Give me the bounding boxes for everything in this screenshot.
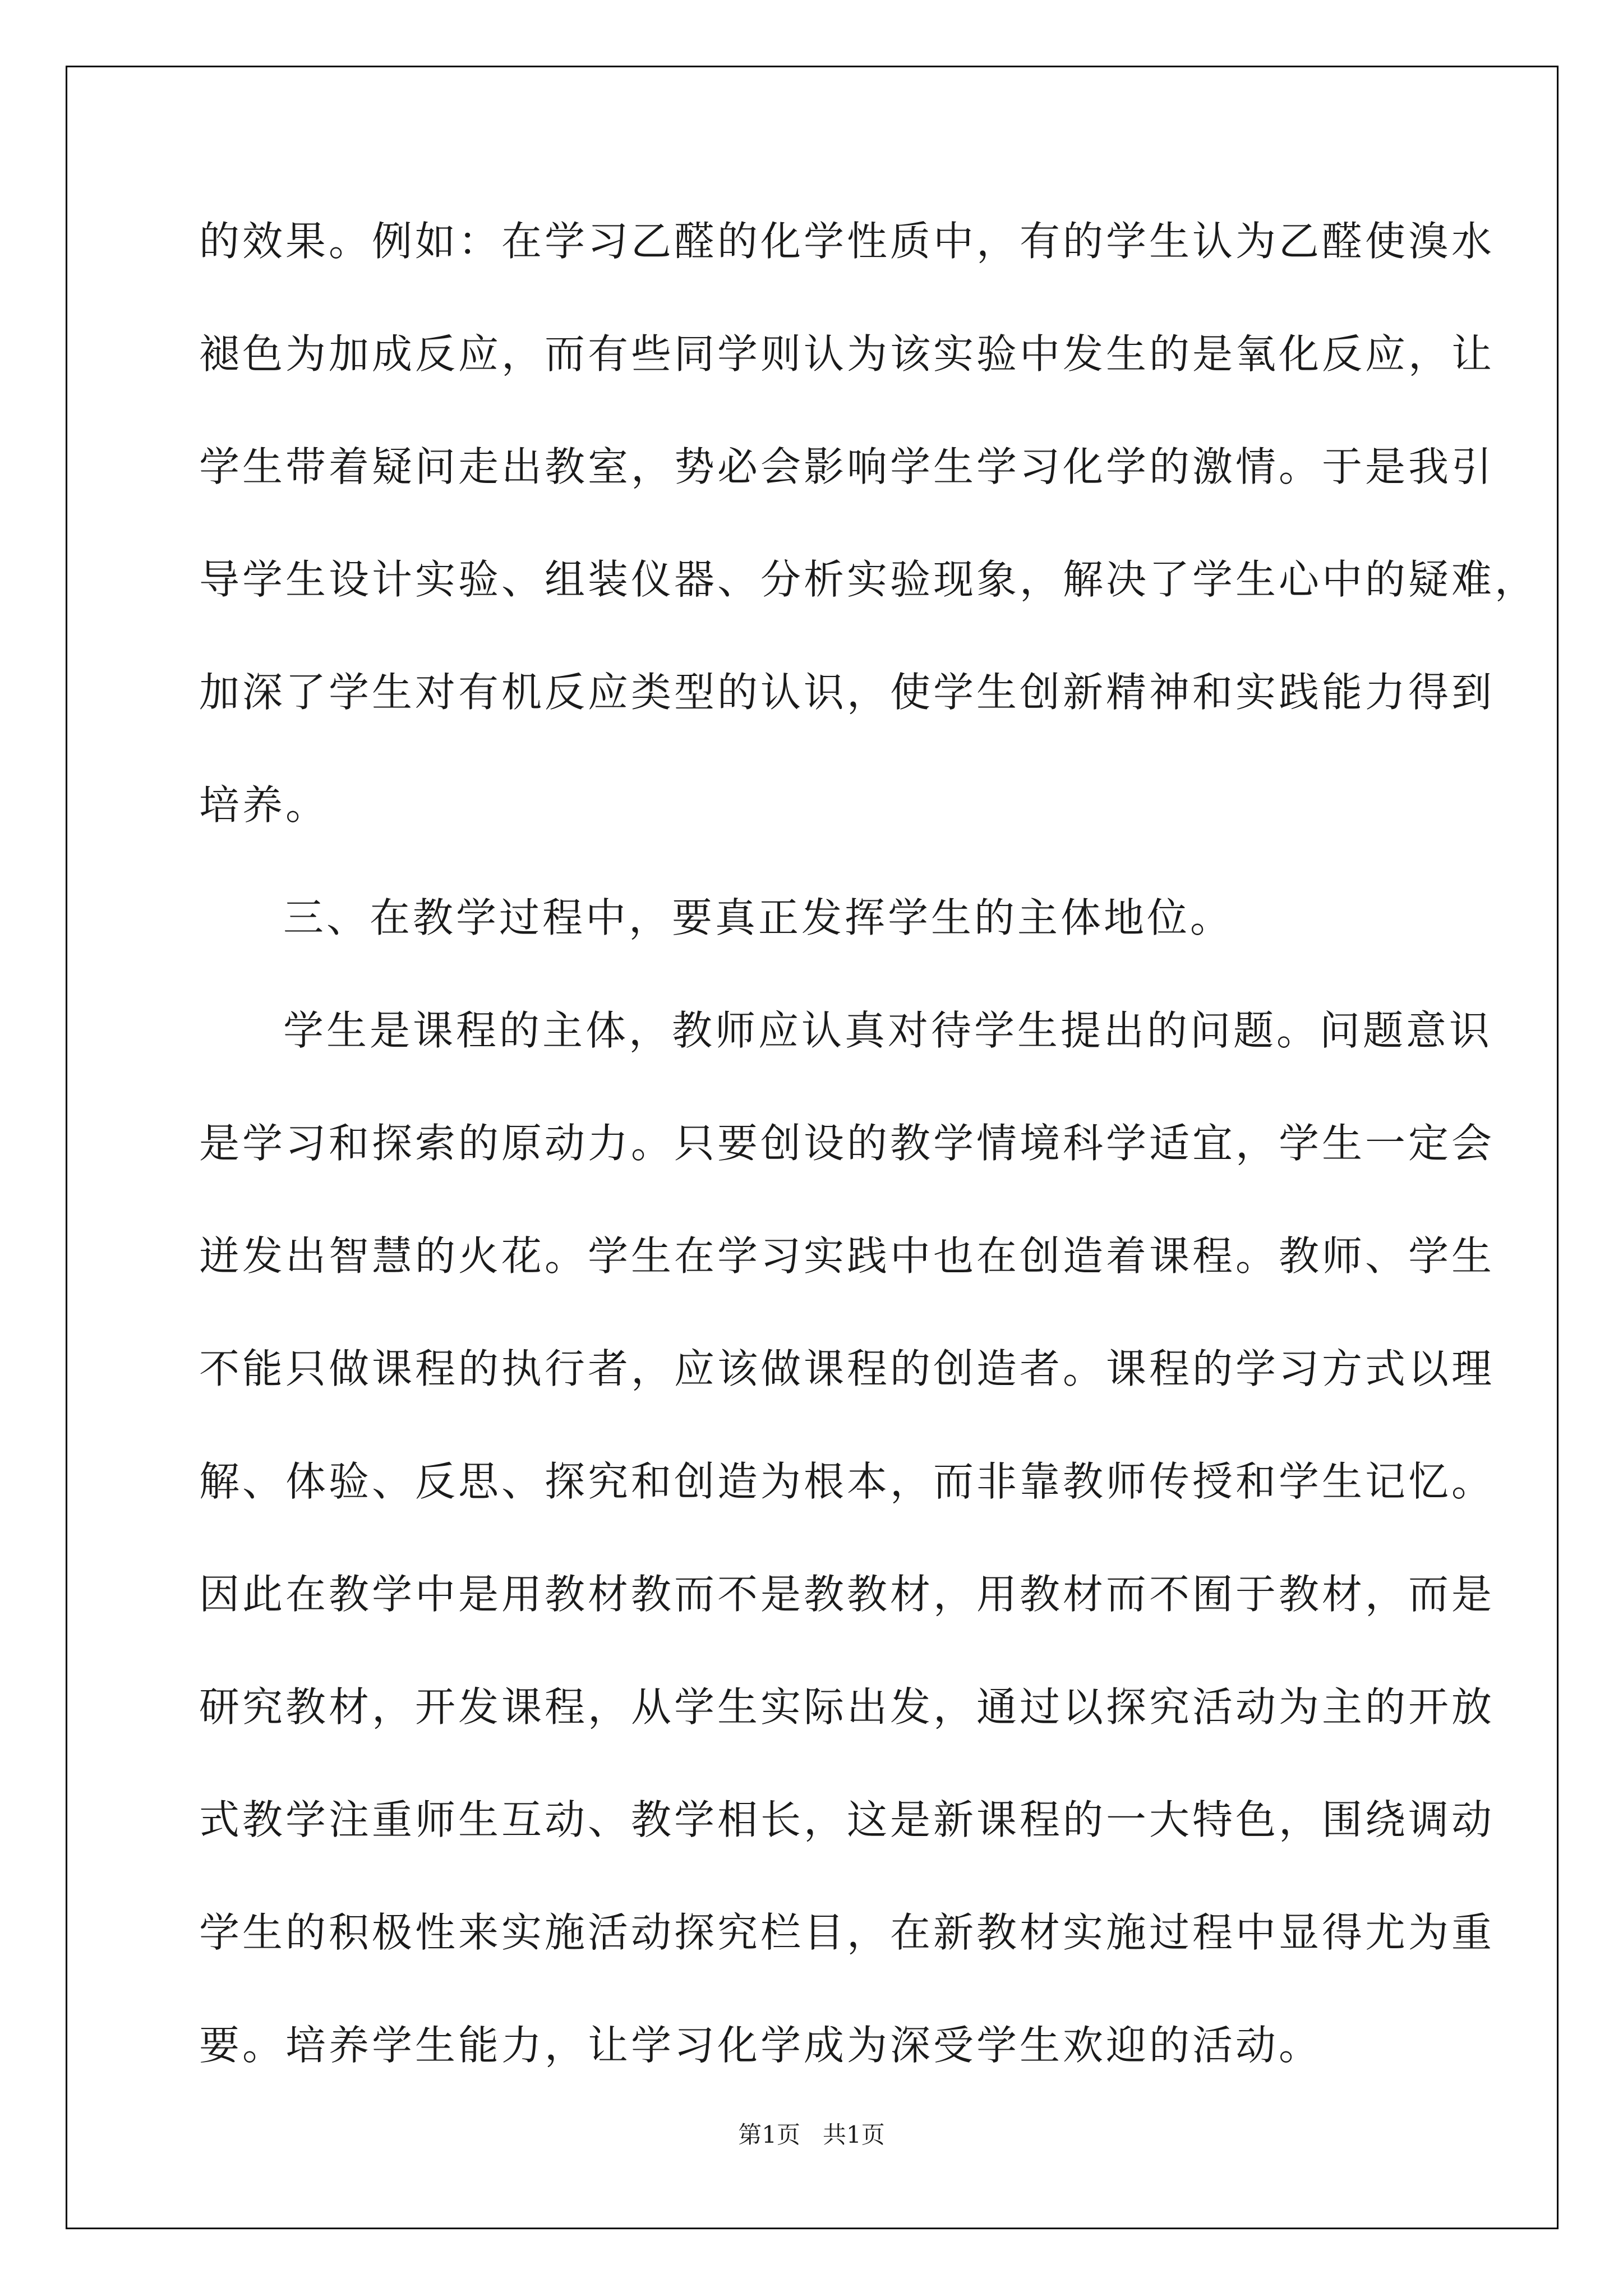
text-line: 培养。 [199, 781, 329, 829]
text-line: 不能只做课程的执行者，应该做课程的创造者。课程的学习方式以理 [199, 1345, 1495, 1392]
document-body [199, 208, 1538, 2124]
text-line: 迸发出智慧的火花。学生在学习实践中也在创造着课程。教师、学生 [199, 1232, 1495, 1280]
text-line: 式教学注重师生互动、教学相长，这是新课程的一大特色，围绕调动 [199, 1796, 1495, 1843]
text-line: 褪色为加成反应，而有些同学则认为该实验中发生的是氧化反应，让 [199, 330, 1495, 378]
text-line: 的效果。例如：在学习乙醛的化学性质中，有的学生认为乙醛使溴水 [199, 218, 1495, 265]
section-heading: 三、在教学过程中，要真正发挥学生的主体地位。 [283, 894, 1234, 941]
text-line: 导学生设计实验、组装仪器、分析实验现象，解决了学生心中的疑难， [199, 556, 1538, 603]
text-line: 学生是课程的主体，教师应认真对待学生提出的问题。问题意识 [283, 1007, 1493, 1054]
text-line: 研究教材，开发课程，从学生实际出发，通过以探究活动为主的开放 [199, 1683, 1495, 1731]
text-line: 是学习和探索的原动力。只要创设的教学情境科学适宜，学生一定会 [199, 1120, 1495, 1167]
text-line: 要。培养学生能力，让学习化学成为深受学生欢迎的活动。 [199, 2022, 1322, 2069]
text-line: 学生带着疑问走出教室，势必会影响学生学习化学的激情。于是我引 [199, 443, 1495, 490]
page-footer: 第1页 共1页 [738, 2121, 885, 2148]
text-line: 加深了学生对有机反应类型的认识，使学生创新精神和实践能力得到 [199, 669, 1495, 716]
text-line: 学生的积极性来实施活动探究栏目，在新教材实施过程中显得尤为重 [199, 1909, 1495, 1956]
text-line: 因此在教学中是用教材教而不是教教材，用教材而不囿于教材，而是 [199, 1571, 1495, 1618]
text-line: 解、体验、反思、探究和创造为根本，而非靠教师传授和学生记忆。 [199, 1458, 1495, 1505]
